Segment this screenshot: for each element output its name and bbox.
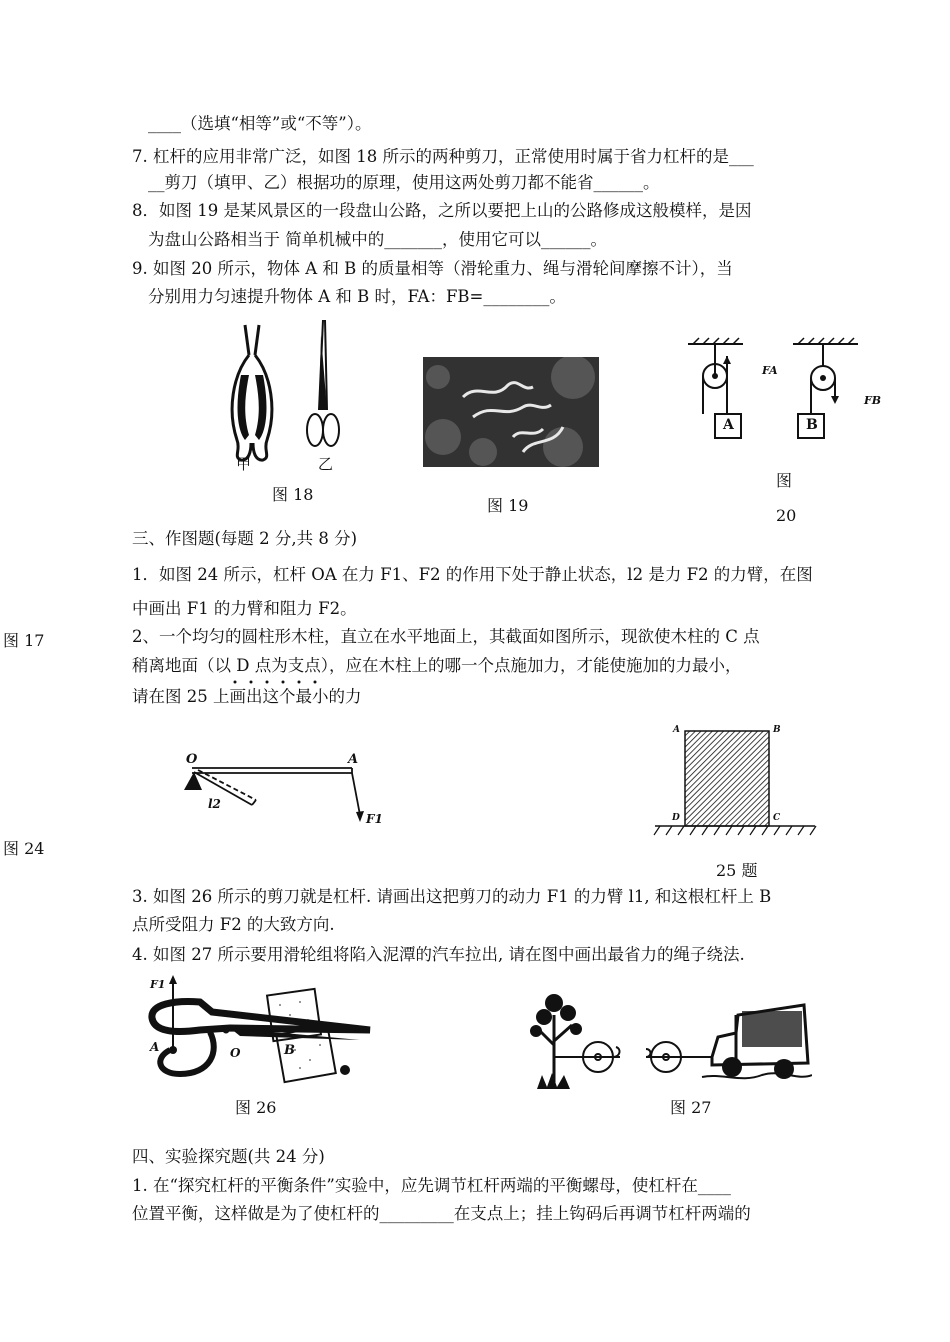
figure-19-caption: 图 19 — [487, 496, 529, 515]
drawing-q3-line-2: 点所受阻力 F2 的大致方向. — [132, 915, 335, 934]
figure-24-caption: 图 24 — [3, 839, 45, 858]
emphasis-dots — [230, 678, 330, 686]
figure-24-label-f1: F1 — [366, 812, 383, 826]
figure-20-label-fa: FA — [762, 364, 778, 377]
figure-20-pulleys — [683, 336, 883, 446]
drawing-q3-line-1: 3. 如图 26 所示的剪刀就是杠杆. 请画出这把剪刀的动力 F1 的力臂 l1, 和这根杠杆上 B — [132, 887, 772, 906]
drawing-q1-line-1: 1．如图 24 所示，杠杆 OA 在力 F1、F2 的作用下处于静止状态，l2 是力 F2 的力臂，在图 — [132, 565, 813, 584]
figure-26-scissors — [140, 970, 380, 1090]
figure-20-label-b: B — [806, 417, 818, 433]
drawing-q4: 4. 如图 27 所示要用滑轮组将陷入泥潭的汽车拉出, 请在图中画出最省力的绳子绕法. — [132, 945, 745, 964]
figure-24-label-l2: l2 — [208, 797, 221, 811]
figure-18-label-jia: 甲 — [236, 455, 252, 473]
figure-27-caption: 图 27 — [670, 1098, 712, 1117]
figure-25-label-a: A — [673, 725, 680, 735]
drawing-q2-line-2: 稍离地面（以 D 点为支点），应在木柱上的哪一个点施加力，才能使施加的力最小， — [132, 656, 742, 675]
figure-20-caption-part-2: 20 — [776, 506, 797, 525]
section-3-heading: 三、作图题(每题 2 分,共 8 分) — [132, 529, 358, 548]
figure-25-caption: 25 题 — [716, 861, 758, 880]
drawing-q2-line-3: 请在图 25 上画出这个最小的力 — [132, 687, 362, 706]
figure-26-label-o: O — [230, 1046, 241, 1060]
text-line-blank-choice: ____（选填“相等”或“不等”）。 — [148, 114, 372, 133]
figure-26-caption: 图 26 — [235, 1098, 277, 1117]
figure-18-caption: 图 18 — [272, 485, 314, 504]
figure-24-label-o: O — [186, 752, 198, 767]
figure-20-label-a: A — [723, 417, 734, 433]
figure-26-label-f1: F1 — [150, 978, 166, 991]
question-9-line-1: 9. 如图 20 所示，物体 A 和 B 的质量相等（滑轮重力、绳与滑轮间摩擦不计），当 — [132, 259, 733, 278]
figure-19-mountain-road-photo — [423, 357, 599, 467]
figure-17-caption: 图 17 — [3, 631, 45, 650]
section-4-heading: 四、实验探究题(共 24 分) — [132, 1147, 325, 1166]
experiment-q1-line-1: 1. 在“探究杠杆的平衡条件”实验中，应先调节杠杆两端的平衡螺母，使杠杆在____ — [132, 1176, 731, 1195]
figure-18-label-yi: 乙 — [318, 455, 334, 473]
figure-18-scissors — [215, 315, 345, 475]
question-9-line-2: 分别用力匀速提升物体 A 和 B 时，FA：FB=________。 — [148, 287, 566, 306]
figure-27-pulley-truck — [522, 985, 812, 1095]
question-8-line-1: 8．如图 19 是某风景区的一段盘山公路，之所以要把上山的公路修成这般模样，是因 — [132, 201, 752, 220]
question-7-line-2: __剪刀（填甲、乙）根据功的原理，使用这两处剪刀都不能省______。 — [148, 173, 660, 192]
drawing-q2-line-1: 2、一个均匀的圆柱形木柱，直立在水平地面上，其截面如图所示，现欲使木柱的 C 点 — [132, 627, 760, 646]
figure-25-column — [650, 725, 820, 845]
figure-26-label-b: B — [284, 1043, 295, 1058]
experiment-q1-line-2: 位置平衡，这样做是为了使杠杆的_________在支点上；挂上钩码后再调节杠杆两端的 — [132, 1204, 751, 1223]
figure-20-label-fb: FB — [864, 394, 882, 407]
figure-25-label-d: D — [672, 813, 680, 823]
figure-25-label-c: C — [773, 813, 781, 823]
drawing-q1-line-2: 中画出 F1 的力臂和阻力 F2。 — [132, 599, 357, 618]
figure-26-label-a: A — [150, 1040, 160, 1054]
question-7-line-1: 7. 杠杆的应用非常广泛，如图 18 所示的两种剪刀，正常使用时属于省力杠杆的是___ — [132, 147, 754, 166]
figure-24-label-a: A — [348, 752, 359, 767]
figure-25-label-b: B — [773, 725, 781, 735]
figure-20-caption-part-1: 图 — [776, 471, 793, 490]
question-8-line-2: 为盘山公路相当于 简单机械中的_______，使用它可以______。 — [148, 230, 607, 249]
